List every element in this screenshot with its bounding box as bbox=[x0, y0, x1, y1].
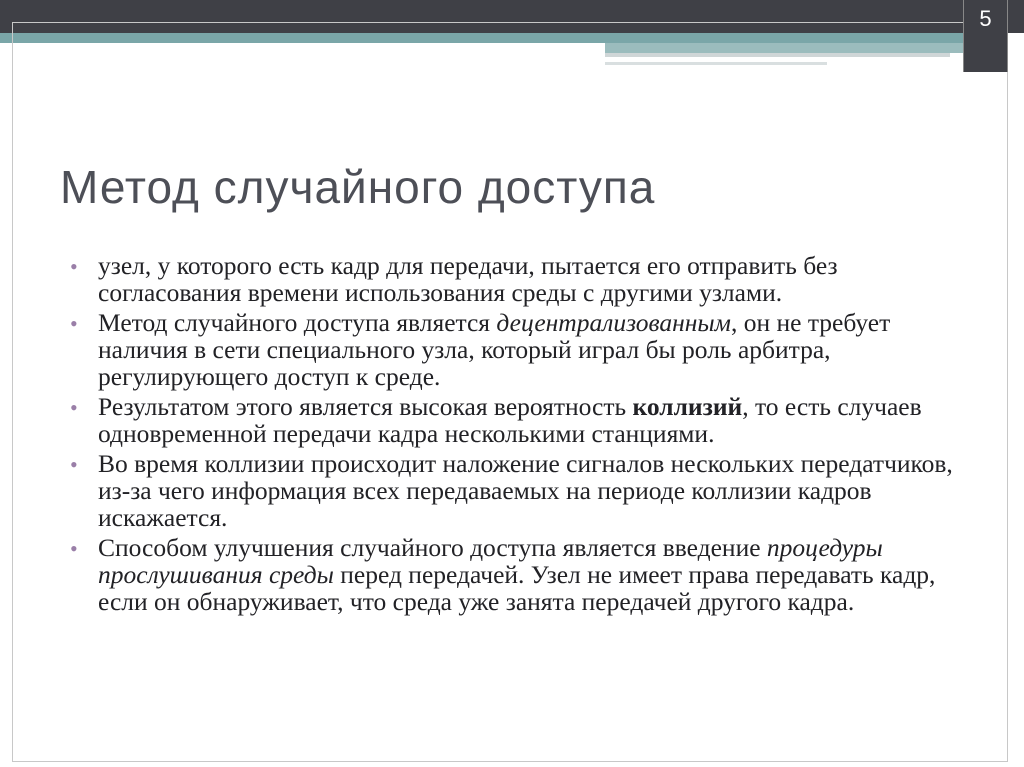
bullet-item bbox=[60, 309, 980, 390]
page-number: 5 bbox=[979, 6, 992, 31]
bullet-text-end: , то есть случаев одновременной передачи кадра несколькими станциями. bbox=[98, 392, 922, 448]
bullet-text-start: Результатом этого является высокая вероятность bbox=[98, 392, 633, 421]
bullet-text-start: Способом улучшения случайного доступа является введение bbox=[98, 533, 767, 562]
bullet-item bbox=[60, 534, 980, 615]
bullet-text: Во время коллизии происходит наложение сигналов нескольких передатчиков, из-за чего информация всех передаваемых на периоде коллизии кадров искажается. bbox=[98, 449, 953, 532]
header-accent-line-secondary bbox=[605, 43, 1005, 53]
bullet-text-end: , он не требует наличия в сети специального узла, который играл бы роль арбитра, регулирующего доступ к среде. bbox=[98, 308, 891, 391]
header-divider-line bbox=[605, 53, 950, 57]
bullet-dot-icon: • bbox=[70, 536, 78, 561]
page-number-tab bbox=[963, 0, 1008, 72]
bullet-emphasis: децентрализованным bbox=[496, 308, 731, 337]
header-divider-line-thin bbox=[605, 62, 827, 65]
bullet-text: узел, у которого есть кадр для передачи, пытается его отправить без согласования времени использования среды с другими узлами. bbox=[98, 251, 838, 307]
bullet-strong: коллизий bbox=[632, 392, 743, 421]
bullet-item bbox=[60, 252, 980, 306]
header-bar bbox=[0, 0, 1024, 33]
bullet-item bbox=[60, 450, 980, 531]
slide-title: Метод случайного доступа bbox=[60, 161, 656, 213]
bullet-list bbox=[60, 252, 980, 618]
bullet-emphasis: процедуры прослушивания среды bbox=[98, 533, 883, 589]
bullet-text-start: Метод случайного доступа является bbox=[98, 308, 497, 337]
bullet-text-end: перед передачей. Узел не имеет права передавать кадр, если он обнаруживает, что среда уже занята передачей другого кадра. bbox=[98, 560, 936, 616]
bullet-dot-icon: • bbox=[70, 254, 78, 279]
bullet-dot-icon: • bbox=[70, 395, 78, 420]
bullet-dot-icon: • bbox=[70, 311, 78, 336]
bullet-item bbox=[60, 393, 980, 447]
header-accent-line bbox=[0, 33, 1008, 43]
bullet-dot-icon: • bbox=[70, 452, 78, 477]
